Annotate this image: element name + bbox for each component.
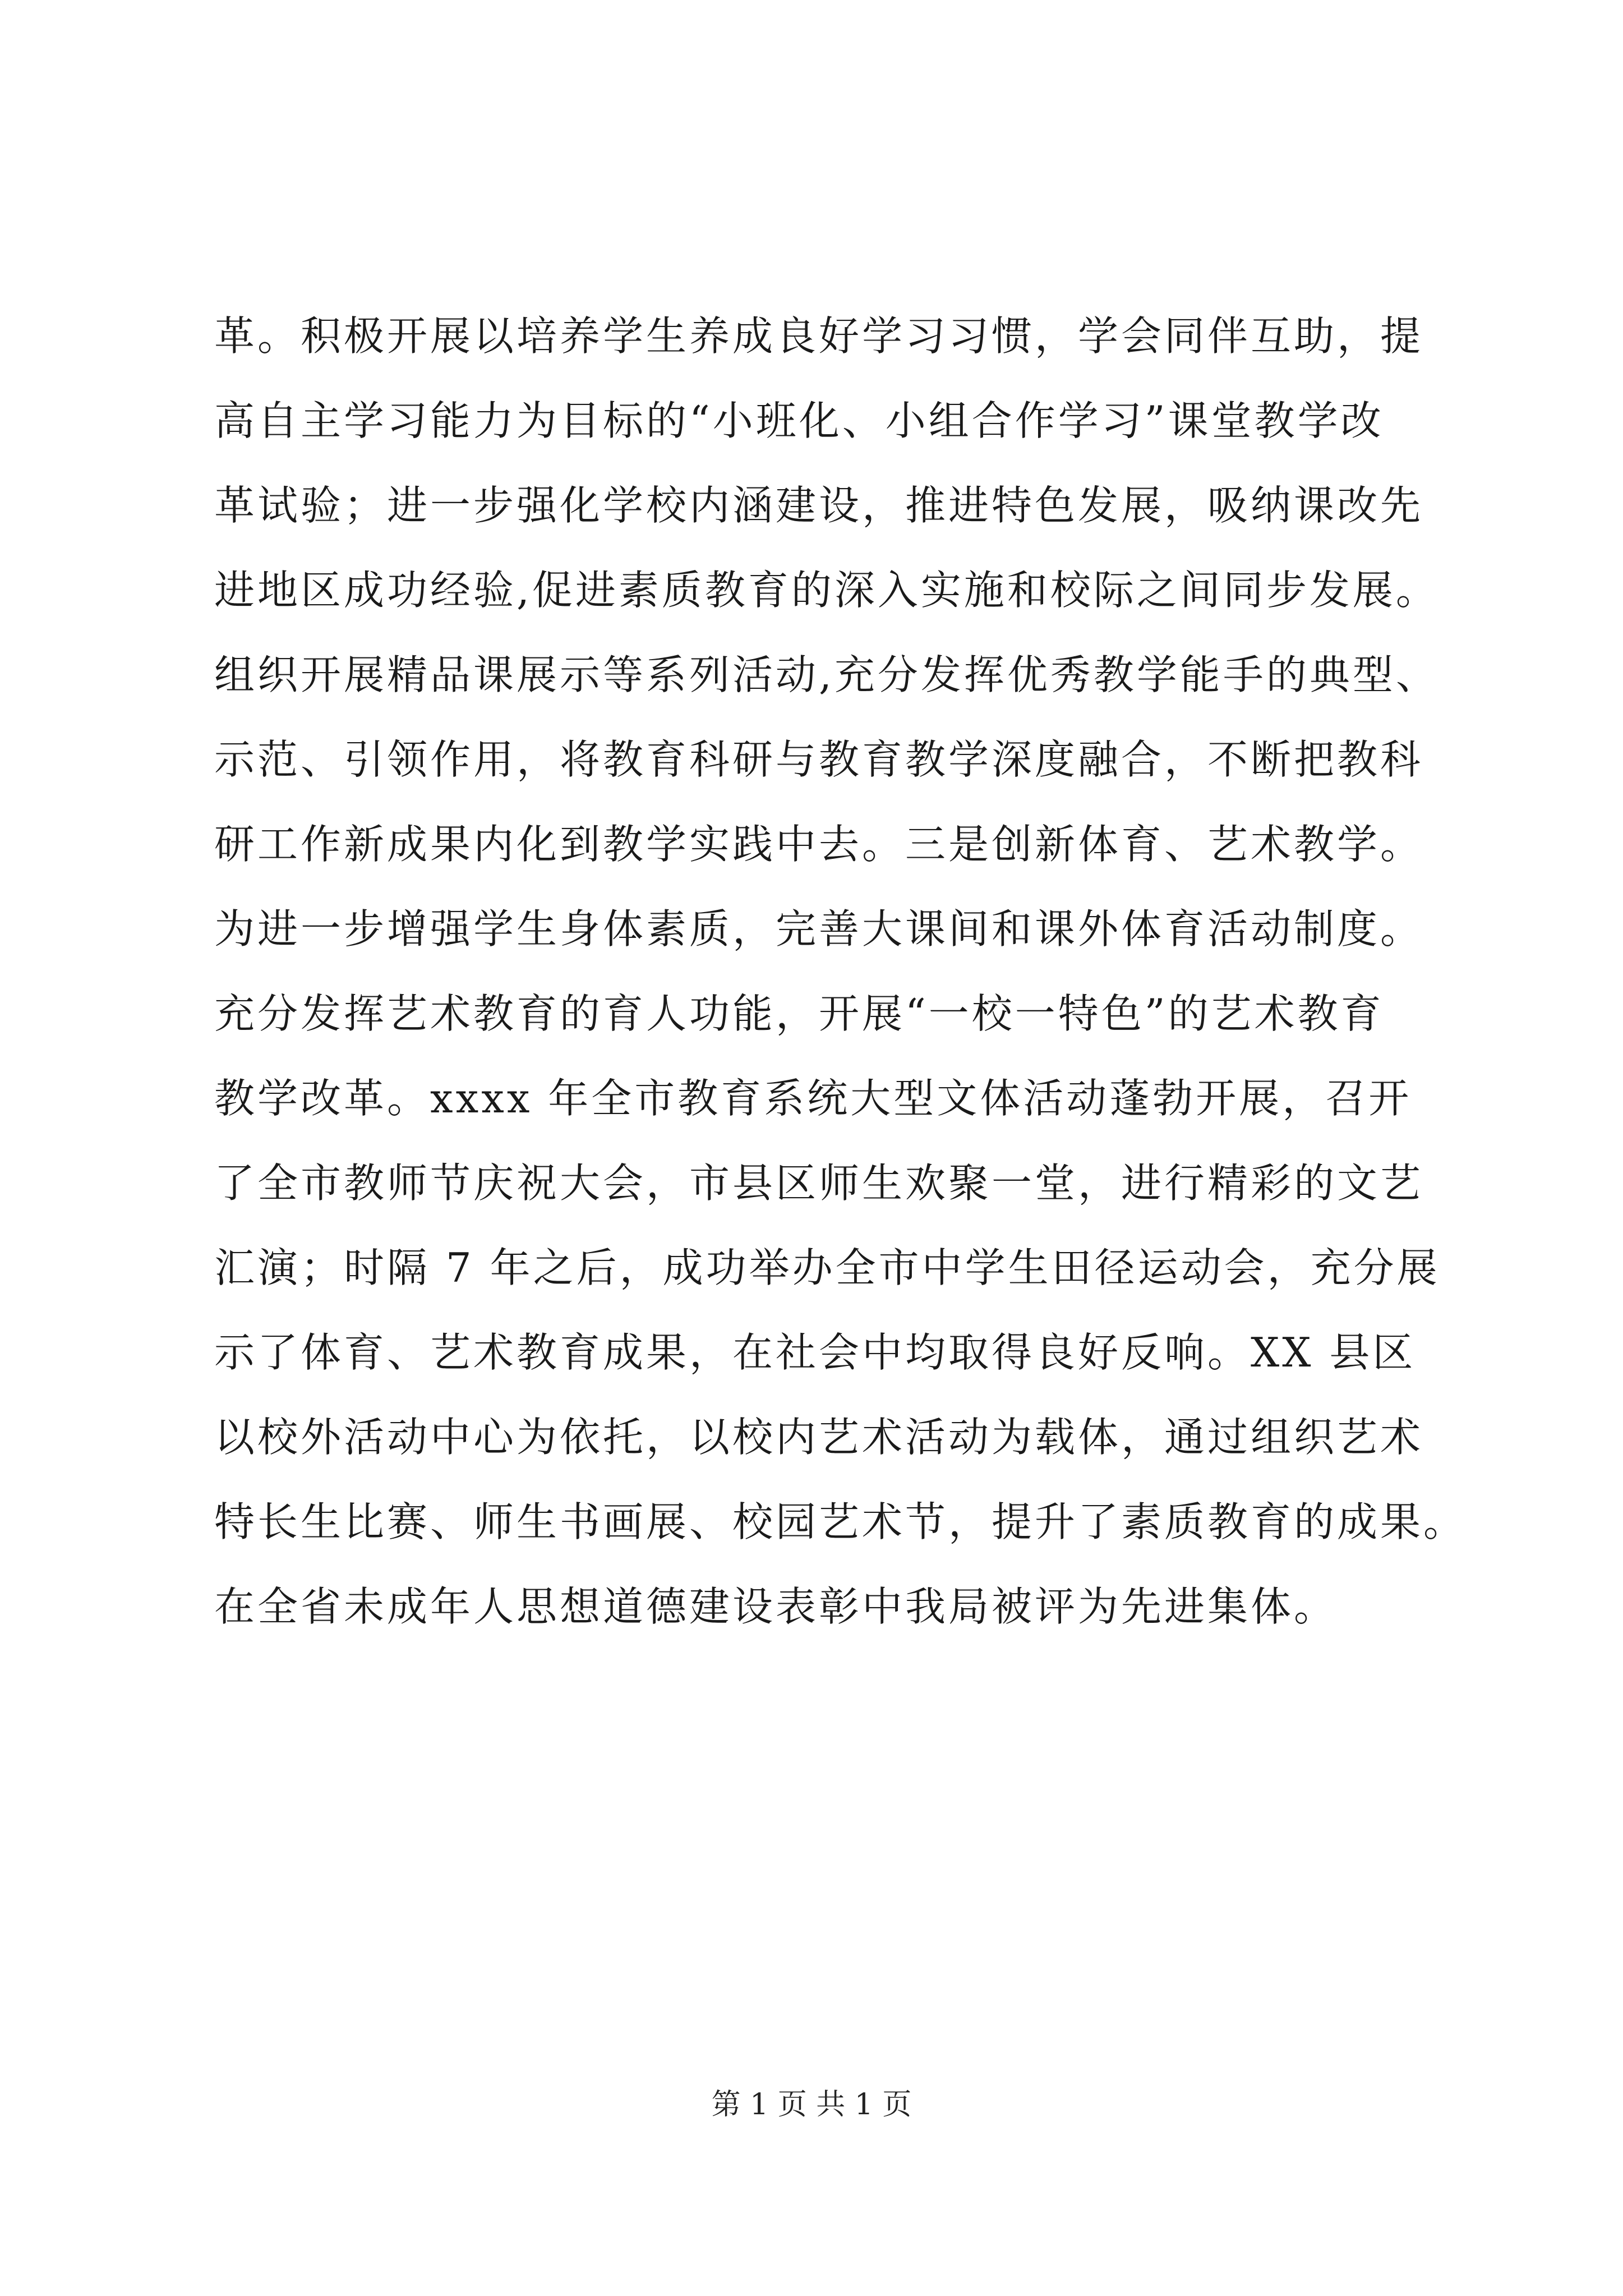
text-line: 研工作新成果内化到教学实践中去。三是创新体育、艺术教学。 [214,821,1424,868]
text-line: 教学改革。xxxx 年全市教育系统大型文体活动蓬勃开展，召开 [214,1075,1412,1122]
text-line: 了全市教师节庆祝大会，市县区师生欢聚一堂，进行精彩的文艺 [214,1159,1424,1207]
text-line: 革试验；进一步强化学校内涵建设，推进特色发展，吸纳课改先 [214,482,1424,529]
text-line: 汇演；时隔 7 年之后，成功举办全市中学生田径运动会，充分展 [214,1244,1440,1291]
text-line: 特长生比赛、师生书画展、校园艺术节，提升了素质教育的成果。 [214,1498,1467,1545]
text-line: 以校外活动中心为依托，以校内艺术活动为载体，通过组织艺术 [214,1414,1424,1461]
text-line: 在全省未成年人思想道德建设表彰中我局被评为先进集体。 [214,1583,1338,1630]
text-line: 充分发挥艺术教育的育人功能，开展“一校一特色”的艺术教育 [214,990,1384,1037]
text-line: 高自主学习能力为目标的“小班化、小组合作学习”课堂教学改 [214,397,1384,444]
page-number-footer: 第 1 页 共 1 页 [711,2088,912,2122]
text-line: 示范、引领作用，将教育科研与教育教学深度融合，不断把教科 [214,736,1424,783]
text-line: 为进一步增强学生身体素质，完善大课间和课外体育活动制度。 [214,905,1424,953]
text-line: 示了体育、艺术教育成果，在社会中均取得良好反响。XX 县区 [214,1329,1416,1376]
text-line: 进地区成功经验,促进素质教育的深入实施和校际之间同步发展。 [214,567,1439,614]
text-line: 革。积极开展以培养学生养成良好学习习惯，学会同伴互助，提 [214,312,1424,360]
text-line: 组织开展精品课展示等系列活动,充分发挥优秀教学能手的典型、 [214,651,1439,698]
body-paragraph [214,294,1467,1649]
